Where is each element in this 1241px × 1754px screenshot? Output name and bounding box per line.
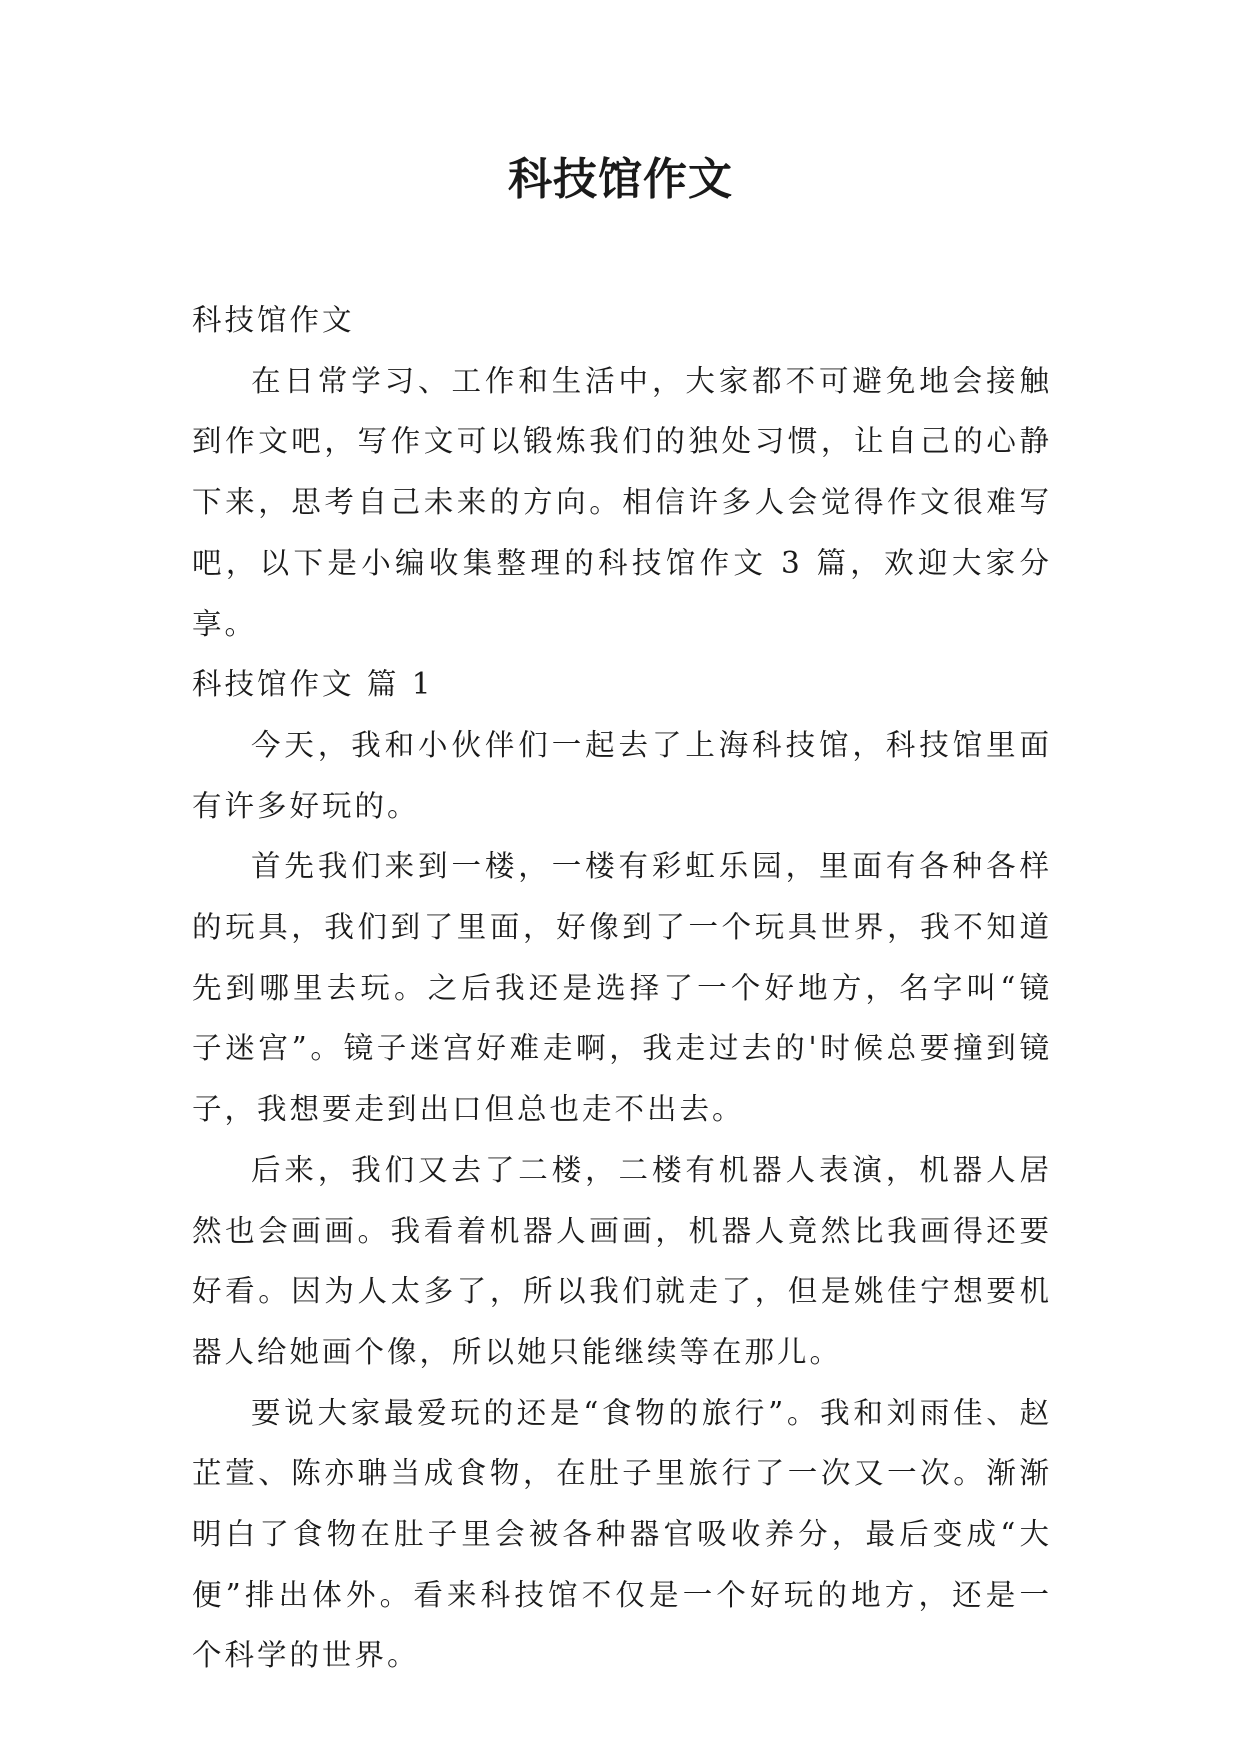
paragraph: 今天，我和小伙伴们一起去了上海科技馆，科技馆里面有许多好玩的。 [192,727,1052,823]
paragraph: 要说大家最爱玩的还是“食物的旅行”。我和刘雨佳、赵芷萱、陈亦聃当成食物，在肚子里旅行了一次又一次。渐渐明白了食物在肚子里会被各种器官吸收养分，最后变成“大便”排出体外。看来科技馆不仅是一个好玩的地方，还是一个科学的世界。 [192,1395,1052,1673]
document-title: 科技馆作文 [508,154,733,205]
paragraph: 科技馆作文 [192,303,355,337]
paragraph: 后来，我们又去了二楼，二楼有机器人表演，机器人居然也会画画。我看着机器人画画，机器人竟然比我画得还要好看。因为人太多了，所以我们就走了，但是姚佳宁想要机器人给她画个像，所以她只能继续等在那儿。 [192,1152,1052,1369]
document-body [192,290,1052,1686]
paragraph: 科技馆作文 篇 1 [192,667,434,702]
paragraph: 首先我们来到一楼，一楼有彩虹乐园，里面有各种各样的玩具，我们到了里面，好像到了一个玩具世界，我不知道先到哪里去玩。之后我还是选择了一个好地方，名字叫“镜子迷宫”。镜子迷宫好难走啊，我走过去的'时候总要撞到镜子，我想要走到出口但总也走不出去。 [192,849,1052,1127]
paragraph: 在日常学习、工作和生活中，大家都不可避免地会接触到作文吧，写作文可以锻炼我们的独处习惯，让自己的心静下来，思考自己未来的方向。相信许多人会觉得作文很难写吧，以下是小编收集整理的科技馆作文 3 篇，欢迎大家分享。 [192,363,1052,641]
